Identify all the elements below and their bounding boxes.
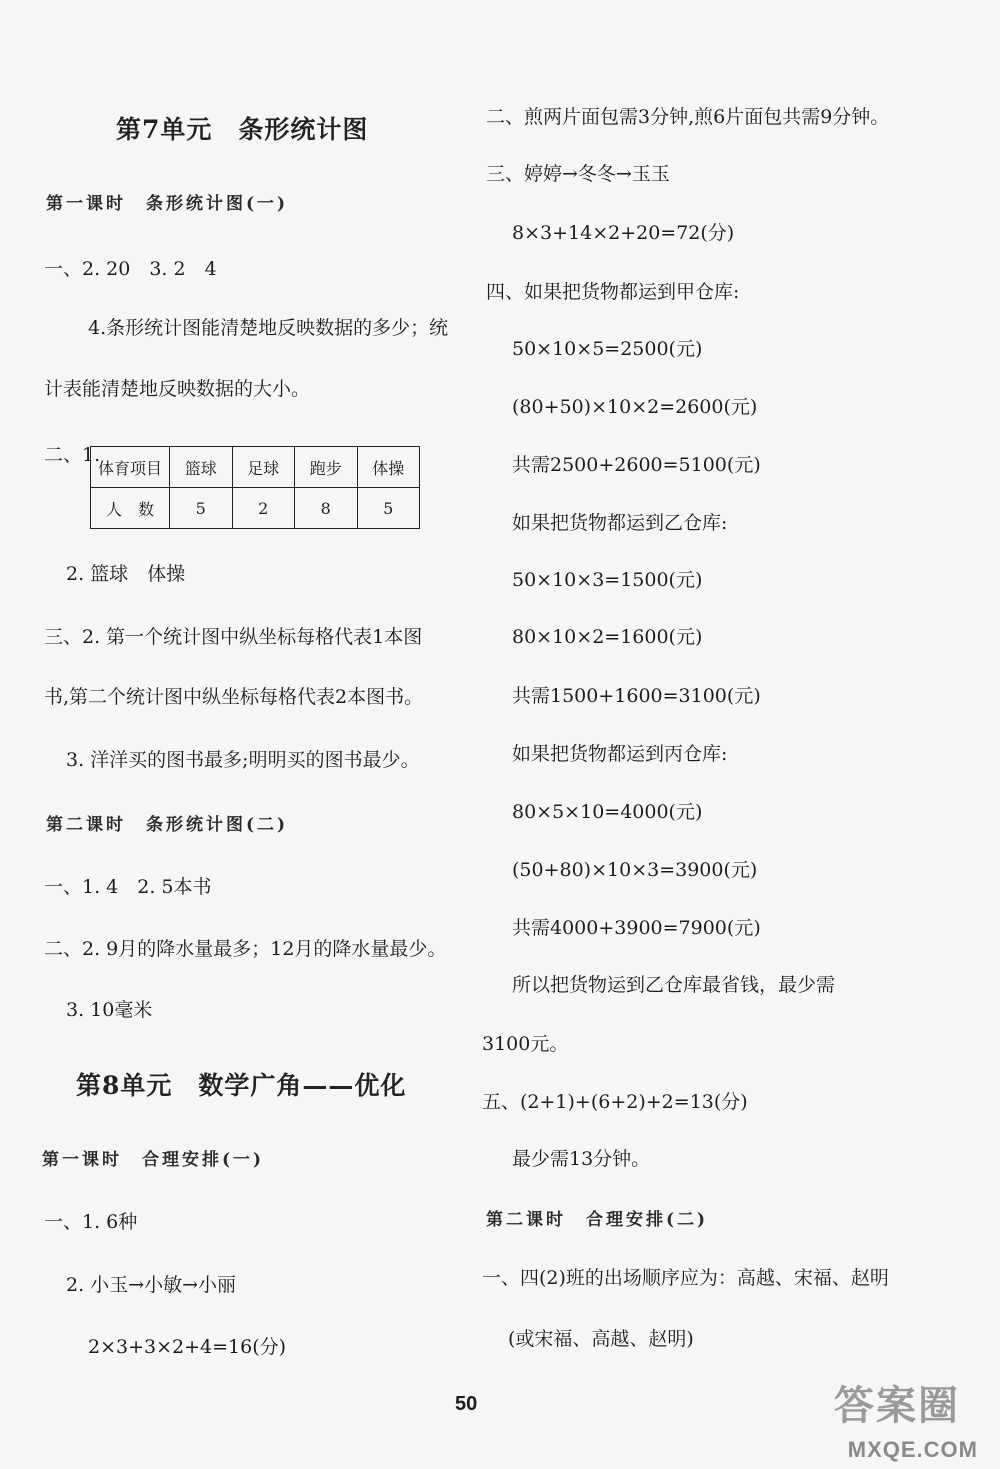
l3-q2: 2. 小玉→小敏→小丽 — [66, 1274, 237, 1296]
r-line-17: 3100元。 — [482, 1033, 569, 1055]
table-header-row — [91, 447, 420, 488]
l1-q1: 一、2. 20 3. 2 4 — [44, 258, 217, 280]
l1-q3-3: 3. 洋洋买的图书最多;明明买的图书最少。 — [66, 749, 420, 771]
r-line-1: 二、煎两片面包需3分钟,煎6片面包共需9分钟。 — [486, 106, 890, 128]
table-cell: 体育项目 — [91, 447, 170, 488]
lesson4-title: 第二课时 合理安排(二) — [486, 1210, 709, 1230]
r-line-15: 共需4000+3900=7900(元) — [512, 917, 761, 939]
r-line-21: (或宋福、高越、赵明) — [508, 1328, 694, 1350]
table-cell: 5 — [170, 488, 233, 529]
watermark-url: MXQE.COM — [847, 1437, 978, 1462]
l1-q1-4a: 4.条形统计图能清楚地反映数据的多少；统 — [88, 317, 449, 339]
l1-q3-2a: 三、2. 第一个统计图中纵坐标每格代表1本图 — [44, 626, 423, 648]
table-cell: 足球 — [232, 447, 295, 488]
l2-q1: 一、1. 4 2. 5本书 — [44, 876, 212, 898]
page-number: 50 — [455, 1393, 478, 1415]
unit7-title: 第7单元 条形统计图 — [116, 115, 369, 144]
l1-q3-2b: 书,第二个统计图中纵坐标每格代表2本图书。 — [44, 686, 424, 708]
table-cell: 5 — [357, 488, 420, 529]
sports-table — [90, 446, 420, 529]
r-line-10: 80×10×2=1600(元) — [512, 626, 703, 648]
l1-q2-2: 2. 篮球 体操 — [66, 563, 186, 585]
l3-q2-calc: 2×3+3×2+4=16(分) — [88, 1336, 287, 1358]
r-line-7: 共需2500+2600=5100(元) — [512, 454, 761, 476]
lesson2-title: 第二课时 条形统计图(二) — [46, 815, 289, 835]
r-line-12: 如果把货物都运到丙仓库: — [512, 743, 728, 765]
lesson3-title: 第一课时 合理安排(一) — [42, 1150, 265, 1170]
table-cell: 跑步 — [295, 447, 358, 488]
r-line-18: 五、(2+1)+(6+2)+2=13(分) — [482, 1091, 748, 1113]
table-cell: 8 — [295, 488, 358, 529]
l1-q2-label: 二、1. — [44, 444, 101, 466]
r-line-20: 一、四(2)班的出场顺序应为：高越、宋福、赵明 — [482, 1267, 889, 1289]
r-line-6: (80+50)×10×2=2600(元) — [512, 396, 758, 418]
r-line-2: 三、婷婷→冬冬→玉玉 — [486, 163, 670, 185]
table-cell: 2 — [232, 488, 295, 529]
r-line-13: 80×5×10=4000(元) — [512, 801, 703, 823]
l3-q1: 一、1. 6种 — [44, 1211, 138, 1233]
l1-q1-4b: 计表能清楚地反映数据的大小。 — [44, 378, 311, 400]
lesson1-title: 第一课时 条形统计图(一) — [46, 194, 289, 214]
r-line-9: 50×10×3=1500(元) — [512, 569, 703, 591]
r-line-11: 共需1500+1600=3100(元) — [512, 685, 761, 707]
r-line-5: 50×10×5=2500(元) — [512, 338, 703, 360]
l2-q2: 二、2. 9月的降水量最多；12月的降水量最少。 — [44, 938, 447, 960]
table-cell: 人 数 — [91, 488, 170, 529]
r-line-19: 最少需13分钟。 — [512, 1148, 651, 1170]
r-line-3: 8×3+14×2+20=72(分) — [512, 222, 735, 244]
table-cell: 体操 — [357, 447, 420, 488]
r-line-8: 如果把货物都运到乙仓库: — [512, 512, 728, 534]
r-line-16: 所以把货物运到乙仓库最省钱，最少需 — [512, 974, 836, 996]
r-line-14: (50+80)×10×3=3900(元) — [512, 859, 758, 881]
unit8-title: 第8单元 数学广角——优化 — [76, 1071, 407, 1100]
l2-q3: 3. 10毫米 — [66, 999, 153, 1021]
table-cell: 篮球 — [170, 447, 233, 488]
table-row — [91, 488, 420, 529]
watermark-logo: 答案圈 — [834, 1382, 960, 1429]
r-line-4: 四、如果把货物都运到甲仓库: — [486, 281, 740, 303]
